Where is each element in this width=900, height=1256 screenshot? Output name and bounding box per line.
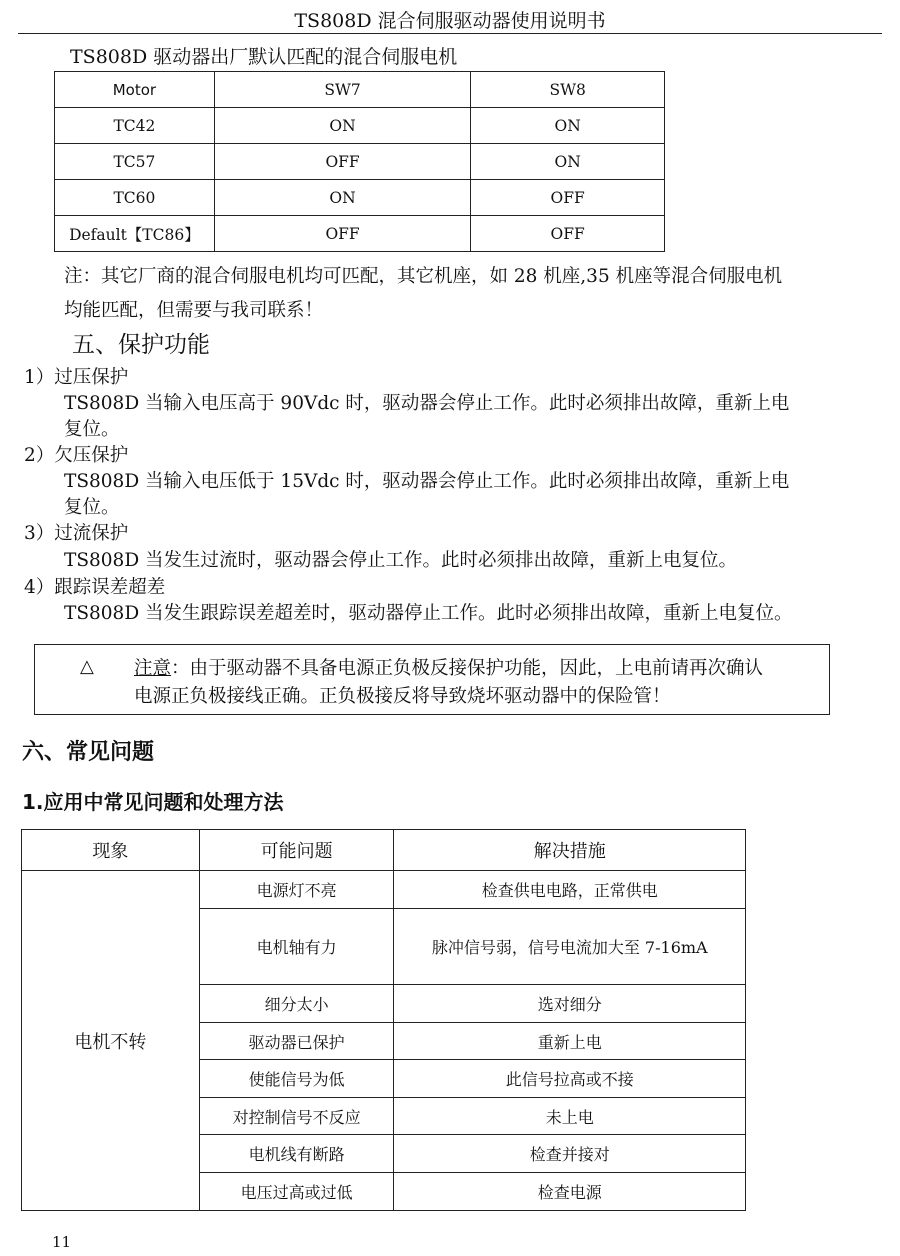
faq-cause-cell: 使能信号为低: [199, 1060, 394, 1098]
faq-table: [21, 829, 746, 1211]
section6-title: 六、常见问题: [22, 740, 155, 765]
faq-header-cause: 可能问题: [199, 830, 394, 871]
motor-table-header-row: [55, 72, 665, 108]
header-cell-sw8: SW8: [471, 72, 665, 108]
faq-header-row: [22, 830, 746, 871]
motor-row: [55, 216, 665, 252]
sw7-cell: ON: [214, 180, 471, 216]
faq-cause-cell: 驱动器已保护: [199, 1023, 394, 1060]
sw8-cell: ON: [471, 108, 665, 144]
section5-title: 五、保护功能: [72, 332, 210, 358]
protection-item-heading: 2）欠压保护: [24, 445, 129, 466]
motor-note-line2: 均能匹配，但需要与我司联系！: [64, 300, 324, 321]
faq-solution-cell: 选对细分: [394, 985, 746, 1023]
warning-triangle-icon: △: [80, 656, 94, 677]
faq-solution-cell: 检查并接对: [394, 1135, 746, 1173]
protection-item-heading: 3）过流保护: [24, 523, 129, 544]
faq-cause-cell: 电压过高或过低: [199, 1173, 394, 1211]
sw8-cell: OFF: [471, 216, 665, 252]
faq-row: [22, 871, 746, 909]
page-number: 11: [52, 1233, 72, 1251]
warning-label: 注意: [134, 658, 172, 679]
protection-item-heading: 1）过压保护: [24, 367, 129, 388]
sw7-cell: OFF: [214, 144, 471, 180]
protection-item-text: TS808D 当输入电压高于 90Vdc 时，驱动器会停止工作。此时必须排出故障，重新上电: [64, 393, 790, 414]
protection-item-text: 复位。: [64, 497, 120, 518]
sw8-cell: ON: [471, 144, 665, 180]
faq-cause-cell: 电源灯不亮: [199, 871, 394, 909]
header-rule: [18, 33, 882, 34]
protection-item-text: TS808D 当输入电压低于 15Vdc 时，驱动器会停止工作。此时必须排出故障，重新上电: [64, 471, 790, 492]
protection-item-text: TS808D 当发生过流时，驱动器会停止工作。此时必须排出故障，重新上电复位。: [64, 550, 738, 571]
motor-table-caption: TS808D 驱动器出厂默认匹配的混合伺服电机: [70, 46, 458, 68]
protection-item-text: 复位。: [64, 419, 120, 440]
motor-row: [55, 144, 665, 180]
header-cell-motor: Motor: [55, 72, 215, 108]
section6-subtitle: 1.应用中常见问题和处理方法: [22, 790, 284, 814]
sw7-cell: ON: [214, 108, 471, 144]
faq-cause-cell: 对控制信号不反应: [199, 1098, 394, 1135]
motor-table: [54, 71, 665, 252]
document-header-title: TS808D 混合伺服驱动器使用说明书: [294, 10, 606, 32]
faq-solution-cell: 此信号拉高或不接: [394, 1060, 746, 1098]
header-cell-sw7: SW7: [214, 72, 471, 108]
motor-note-line1: 注：其它厂商的混合伺服电机均可匹配，其它机座，如 28 机座,35 机座等混合伺服电机: [64, 266, 783, 287]
protection-item-text: TS808D 当发生跟踪误差超差时，驱动器停止工作。此时必须排出故障，重新上电复位。: [64, 603, 793, 624]
faq-cause-cell: 电机线有断路: [199, 1135, 394, 1173]
motor-cell: TC42: [55, 108, 215, 144]
warning-line2: 电源正负极接线正确。正负极接反将导致烧坏驱动器中的保险管！: [134, 686, 671, 707]
motor-row: [55, 180, 665, 216]
warning-line1-text: ：由于驱动器不具备电源正负极反接保护功能，因此，上电前请再次确认: [171, 658, 764, 679]
faq-solution-cell: 重新上电: [394, 1023, 746, 1060]
faq-solution-cell: 检查供电电路，正常供电: [394, 871, 746, 909]
motor-cell: TC60: [55, 180, 215, 216]
sw7-cell: OFF: [214, 216, 471, 252]
faq-solution-cell: 脉冲信号弱，信号电流加大至 7-16mA: [394, 909, 746, 985]
faq-header-solution: 解决措施: [394, 830, 746, 871]
sw8-cell: OFF: [471, 180, 665, 216]
motor-cell: Default【TC86】: [55, 216, 215, 252]
faq-solution-cell: 检查电源: [394, 1173, 746, 1211]
faq-header-symptom: 现象: [22, 830, 200, 871]
motor-cell: TC57: [55, 144, 215, 180]
protection-item-heading: 4）跟踪误差超差: [24, 577, 166, 598]
faq-solution-cell: 未上电: [394, 1098, 746, 1135]
motor-row: [55, 108, 665, 144]
faq-symptom-cell: 电机不转: [22, 871, 200, 1211]
faq-cause-cell: 细分太小: [199, 985, 394, 1023]
warning-line1: [134, 654, 763, 680]
faq-cause-cell: 电机轴有力: [199, 909, 394, 985]
